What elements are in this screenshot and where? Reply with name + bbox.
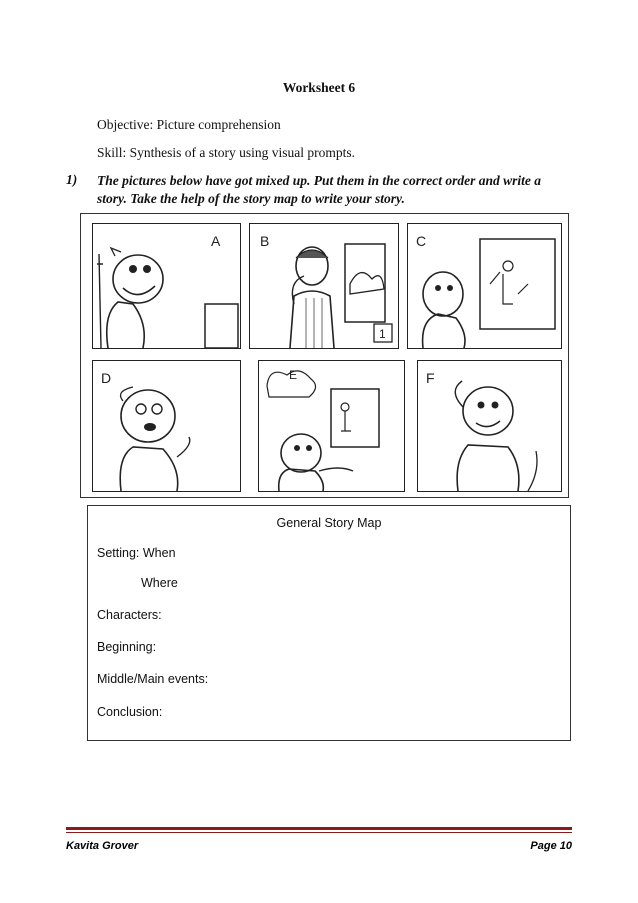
pictures-frame	[80, 213, 569, 498]
conclusion-label: Conclusion:	[97, 705, 163, 719]
beginning-label: Beginning:	[97, 640, 157, 654]
question-text: The pictures below have got mixed up. Put them in the correct order and write a story. Take the help of the story map to write your story.	[97, 173, 541, 206]
panel-d	[92, 360, 241, 492]
story-map-title: General Story Map	[276, 516, 382, 530]
footer-rule-thin	[66, 832, 572, 833]
footer-rule-thick	[66, 827, 572, 830]
panel-b-badge: 1	[379, 327, 386, 341]
panel-f	[417, 360, 562, 492]
panel-a-letter: A	[211, 233, 221, 249]
monkey-pointing-window-illustration	[259, 361, 404, 491]
panel-f-letter: F	[426, 370, 435, 386]
panel-c-letter: C	[416, 233, 427, 249]
panel-a	[92, 223, 241, 349]
middle-events-label: Middle/Main events:	[97, 672, 209, 686]
characters-label: Characters:	[97, 608, 162, 622]
panel-d-letter: D	[101, 370, 112, 386]
monkey-scared-illustration	[93, 361, 240, 491]
panel-b-letter: B	[260, 233, 270, 249]
panel-c	[407, 223, 562, 349]
setting-when-label: Setting: When	[97, 546, 176, 560]
monkey-at-window-illustration	[408, 224, 561, 348]
setting-where-label: Where	[141, 576, 178, 590]
question-number: 1)	[66, 172, 78, 187]
story-map-box	[87, 505, 571, 741]
skill-text: Skill: Synthesis of a story using visual prompts.	[97, 145, 356, 160]
worksheet-title: Worksheet 6	[282, 80, 356, 95]
panel-e-letter: E	[289, 368, 298, 382]
panel-e	[258, 360, 405, 492]
footer-author: Kavita Grover	[66, 840, 139, 852]
monkey-scratching-head-illustration	[418, 361, 561, 491]
panel-b	[249, 223, 399, 349]
objective-text: Objective: Picture comprehension	[97, 117, 281, 132]
footer-page-number: Page 10	[530, 840, 572, 852]
man-thinking-illustration	[250, 224, 398, 348]
monkey-smiling-illustration	[93, 224, 240, 348]
